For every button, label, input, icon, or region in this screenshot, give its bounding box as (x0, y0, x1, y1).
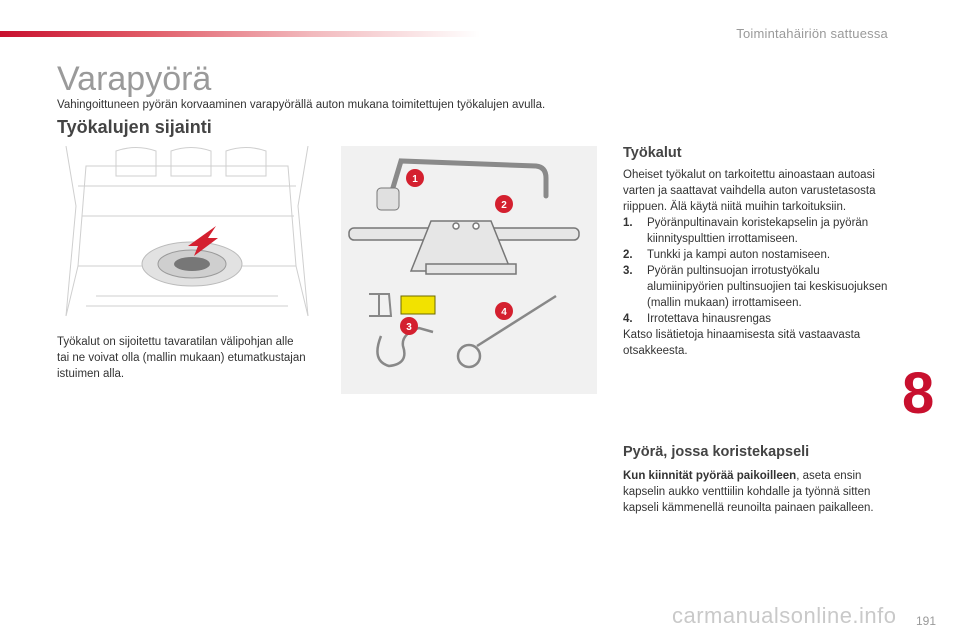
svg-text:3: 3 (406, 322, 412, 333)
list-item-text: Pyörän pultinsuojan irrotustyökalu alumiinipyörien pultinsuojien tai keskisuojuksen (mallin mukaan) irrottamiseen. (647, 265, 888, 309)
hubcap-tool (369, 294, 435, 316)
list-item-number: 2. (623, 249, 633, 261)
tools-heading: Työkalut (623, 145, 682, 161)
wheel-cover-body: , aseta ensin kapselin aukko venttiilin kohdalle ja työnnä sitten kapseli kämmenellä reunoilta painaen paikalleen. (623, 470, 874, 514)
list-item (623, 263, 893, 311)
tools-footer-note: Katso lisätietoja hinaamisesta sitä vastaavasta otsakkeesta. (623, 329, 861, 357)
watermark: carmanualsonline.info (672, 603, 897, 628)
label-1-icon (406, 169, 424, 187)
svg-text:2: 2 (501, 200, 507, 211)
tools-section (623, 167, 893, 359)
page-subtitle: Vahingoittuneen pyörän korvaaminen varapyörällä auton mukana toimitettujen työkalujen avulla. (57, 99, 546, 111)
list-item-text: Tunkki ja kampi auton nostamiseen. (647, 249, 831, 261)
list-item-number: 4. (623, 313, 633, 325)
svg-text:4: 4 (501, 307, 507, 318)
list-item-number: 3. (623, 265, 633, 277)
label-2-icon (495, 195, 513, 213)
list-item (623, 215, 893, 247)
tools-location-caption: Työkalut on sijoitettu tavaratilan välipohjan alle tai ne voivat olla (mallin mukaan) etumatkustajan istuimen alla. (57, 336, 306, 380)
page-title: Varapyörä (57, 60, 212, 98)
chapter-number: 8 (902, 361, 935, 426)
page-number: 191 (915, 614, 936, 628)
svg-text:1: 1 (412, 174, 418, 185)
list-item (623, 247, 893, 263)
label-3-icon (400, 317, 418, 335)
list-item-text: Pyöränpultinavain koristekapselin ja pyörän kiinnityspulttien irrottamiseen. (647, 217, 869, 245)
trunk-illustration (56, 146, 318, 322)
list-item (623, 311, 893, 327)
section-title: Toimintahäiriön sattuessa (736, 26, 888, 41)
tools-intro: Oheiset työkalut on tarkoitettu ainoastaan autoasi varten ja saattavat vaihdella auton varustetasosta riippuen. Älä käytä niitä muihin tarkoituksiin. (623, 169, 876, 213)
label-4-icon (495, 302, 513, 320)
list-item-number: 1. (623, 217, 633, 229)
header-accent-bar (0, 31, 480, 37)
list-item-text: Irrotettava hinausrengas (647, 313, 772, 325)
tools-location-heading: Työkalujen sijainti (57, 117, 212, 137)
wheel-cover-text (623, 468, 893, 516)
wheel-cover-heading: Pyörä, jossa koristekapseli (623, 444, 810, 460)
tools-illustration (341, 146, 597, 394)
wheel-cover-lead: Kun kiinnität pyörää paikoilleen (623, 470, 797, 482)
